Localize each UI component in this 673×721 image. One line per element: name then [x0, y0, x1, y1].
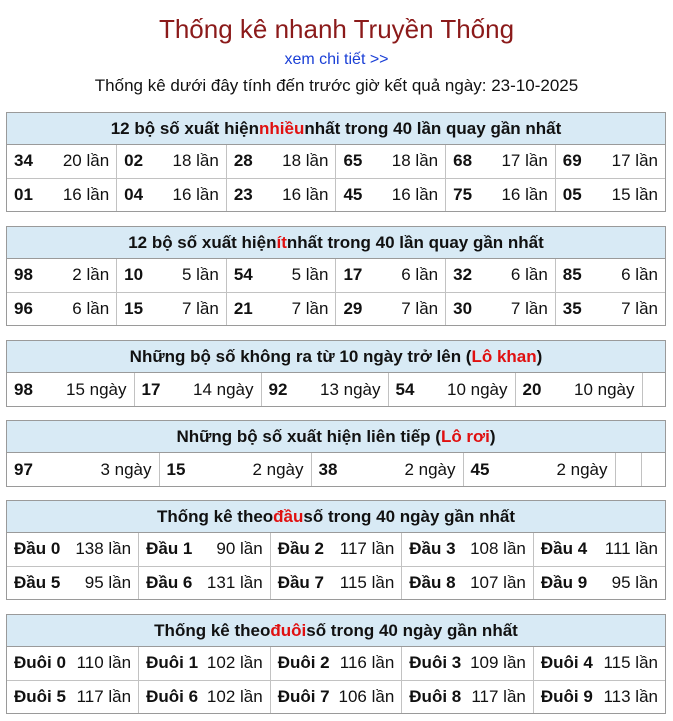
stat-cell — [7, 566, 139, 599]
stat-cell — [311, 453, 463, 486]
stat-count: 115 lần — [339, 572, 395, 592]
stat-key: 68 — [453, 151, 473, 171]
stat-cell — [336, 259, 446, 292]
stat-cell — [139, 647, 271, 680]
stat-cell — [533, 566, 665, 599]
dau-title: Thống kê theo đầu số trong 40 ngày gần nhất — [7, 501, 665, 533]
stat-key: 45 — [470, 459, 490, 479]
stat-count: 18 lần — [172, 151, 219, 171]
dau-section — [6, 500, 666, 600]
stat-cell — [533, 647, 665, 680]
stat-key: 28 — [233, 151, 253, 171]
stat-cell — [7, 680, 139, 713]
stat-key: 38 — [318, 459, 338, 479]
stat-count: 106 lần — [338, 686, 395, 706]
duoi-section — [6, 614, 666, 714]
stat-key: 23 — [233, 184, 253, 204]
stat-key: 75 — [453, 184, 473, 204]
stat-cell — [446, 145, 556, 178]
stat-cell — [117, 292, 227, 325]
stat-key: 20 — [522, 379, 542, 399]
stat-cell — [446, 259, 556, 292]
lo-roi-table — [7, 453, 667, 486]
stat-cell — [515, 373, 642, 406]
stat-key: 10 — [124, 265, 144, 285]
stat-key: Đuôi 4 — [540, 653, 593, 673]
stat-count: 5 lần — [181, 265, 219, 285]
stat-key: 35 — [562, 298, 582, 318]
least-frequent-title: 12 bộ số xuất hiện ít nhất trong 40 lần quay gần nhất — [7, 227, 665, 259]
stat-count: 7 lần — [181, 298, 219, 318]
table-row — [7, 373, 665, 406]
stat-count: 138 lần — [75, 539, 132, 559]
most-frequent-title: 12 bộ số xuất hiện nhiều nhất trong 40 lần quay gần nhất — [7, 113, 665, 145]
stat-key: 96 — [14, 298, 33, 318]
stat-key: Đầu 1 — [146, 539, 193, 559]
stat-key: 21 — [233, 298, 253, 318]
stat-key: Đầu 2 — [277, 539, 324, 559]
stat-cell — [7, 373, 134, 406]
stat-cell — [555, 259, 665, 292]
stat-key: Đuôi 0 — [14, 653, 66, 673]
stat-count: 95 lần — [84, 572, 132, 592]
stat-key: 97 — [14, 459, 33, 479]
detail-link[interactable]: xem chi tiết >> — [284, 51, 389, 68]
stat-count: 108 lần — [470, 539, 526, 559]
stat-cell — [261, 373, 388, 406]
stat-key: 65 — [343, 151, 363, 171]
stat-count: 14 ngày — [193, 379, 254, 399]
stat-key: 98 — [14, 265, 33, 285]
table-row — [7, 680, 665, 713]
stat-cell — [7, 178, 117, 211]
dau-table — [7, 533, 665, 599]
stat-key: Đầu 0 — [14, 539, 61, 559]
table-row — [7, 292, 665, 325]
stat-key: 02 — [124, 151, 144, 171]
stat-count: 131 lần — [206, 572, 263, 592]
stat-count: 110 lần — [76, 653, 132, 673]
stat-key: Đầu 8 — [409, 572, 456, 592]
stat-key: 05 — [562, 184, 582, 204]
stat-count: 15 ngày — [66, 379, 127, 399]
lo-khan-table — [7, 373, 665, 406]
most-frequent-section — [6, 112, 666, 212]
stat-count: 2 ngày — [556, 459, 608, 479]
stat-count: 16 lần — [62, 184, 110, 204]
stat-key: 15 — [124, 298, 144, 318]
stat-count: 102 lần — [206, 653, 263, 673]
stat-key: Đầu 7 — [277, 572, 324, 592]
stat-key: Đuôi 3 — [409, 653, 462, 673]
stat-key: 32 — [453, 265, 473, 285]
stat-cell — [7, 533, 139, 566]
stat-key: 34 — [14, 151, 33, 171]
stat-count: 113 lần — [603, 686, 658, 706]
stat-key: 45 — [343, 184, 363, 204]
lo-roi-section — [6, 420, 666, 487]
table-row — [7, 145, 665, 178]
empty-cell — [642, 373, 665, 406]
stat-key: Đầu 4 — [540, 539, 588, 559]
stat-cell — [336, 145, 446, 178]
stat-count: 7 lần — [621, 298, 658, 318]
stat-count: 18 lần — [282, 151, 329, 171]
stat-cell — [555, 145, 665, 178]
table-row — [7, 178, 665, 211]
stat-count: 117 lần — [76, 686, 132, 706]
page-title: Thống kê nhanh Truyền Thống — [158, 14, 515, 44]
stat-cell — [402, 533, 534, 566]
stat-cell — [336, 292, 446, 325]
stat-cell — [533, 680, 665, 713]
table-row — [7, 566, 665, 599]
stat-key: 04 — [124, 184, 144, 204]
duoi-title: Thống kê theo đuôi số trong 40 ngày gần nhất — [7, 615, 665, 647]
stat-key: 01 — [14, 184, 33, 204]
stat-count: 6 lần — [510, 265, 548, 285]
stat-cell — [139, 566, 271, 599]
stat-count: 2 lần — [72, 265, 110, 285]
stat-count: 90 lần — [216, 539, 263, 559]
stat-cell — [555, 292, 665, 325]
page-subtitle: Thống kê dưới đây tính đến trước giờ kết quả ngày: 23-10-2025 — [94, 76, 579, 95]
stat-count: 3 ngày — [100, 459, 152, 479]
stat-cell — [555, 178, 665, 211]
stat-cell — [270, 533, 402, 566]
stat-count: 2 ngày — [252, 459, 304, 479]
least-frequent-section — [6, 226, 666, 326]
stat-cell — [226, 145, 336, 178]
stat-cell — [134, 373, 261, 406]
stat-count: 16 lần — [172, 184, 219, 204]
stat-cell — [270, 680, 402, 713]
stat-key: Đầu 6 — [146, 572, 193, 592]
stat-key: Đuôi 5 — [14, 686, 66, 706]
stat-count: 117 lần — [471, 686, 526, 706]
stat-count: 20 lần — [62, 151, 110, 171]
stat-key: Đuôi 8 — [409, 686, 462, 706]
stat-count: 16 lần — [391, 184, 439, 204]
lo-khan-section — [6, 340, 666, 407]
stat-cell — [533, 533, 665, 566]
stat-count: 115 lần — [603, 653, 658, 673]
stat-cell — [402, 566, 534, 599]
stat-key: 69 — [562, 151, 582, 171]
stat-cell — [7, 145, 117, 178]
stat-key: 17 — [343, 265, 363, 285]
stat-key: 17 — [141, 379, 161, 399]
stat-key: 30 — [453, 298, 473, 318]
stat-cell — [402, 680, 534, 713]
stat-cell — [336, 178, 446, 211]
stat-key: Đuôi 1 — [146, 653, 199, 673]
stat-count: 111 lần — [604, 539, 658, 559]
stat-cell — [117, 145, 227, 178]
empty-cell — [641, 453, 667, 486]
table-row — [7, 533, 665, 566]
stat-count: 17 lần — [611, 151, 658, 171]
stat-count: 2 ngày — [404, 459, 456, 479]
stat-cell — [117, 178, 227, 211]
stat-count: 15 lần — [611, 184, 658, 204]
table-row — [7, 453, 667, 486]
stat-key: Đuôi 6 — [146, 686, 199, 706]
stat-key: 54 — [233, 265, 253, 285]
stat-cell — [446, 292, 556, 325]
stat-key: Đầu 5 — [14, 572, 61, 592]
duoi-table — [7, 647, 665, 713]
stat-count: 95 lần — [611, 572, 658, 592]
table-row — [7, 647, 665, 680]
stat-cell — [7, 259, 117, 292]
stat-key: 98 — [14, 379, 33, 399]
stat-cell — [446, 178, 556, 211]
lo-roi-title: Những bộ số xuất hiện liên tiếp ( Lô rơi ) — [7, 421, 665, 453]
stat-cell — [388, 373, 515, 406]
stat-count: 10 ngày — [447, 379, 508, 399]
table-row — [7, 259, 665, 292]
stat-key: Đầu 9 — [540, 572, 588, 592]
stat-count: 7 lần — [510, 298, 548, 318]
stat-cell — [270, 647, 402, 680]
least-frequent-table — [7, 259, 665, 325]
stat-cell — [7, 453, 159, 486]
stat-count: 16 lần — [282, 184, 329, 204]
stat-key: 92 — [268, 379, 288, 399]
stat-count: 107 lần — [470, 572, 526, 592]
stat-count: 6 lần — [621, 265, 658, 285]
stat-count: 5 lần — [291, 265, 329, 285]
stat-key: Đuôi 9 — [540, 686, 593, 706]
stat-cell — [7, 647, 139, 680]
most-frequent-table — [7, 145, 665, 211]
stat-key: 15 — [166, 459, 186, 479]
stat-cell — [139, 533, 271, 566]
stat-count: 13 ngày — [320, 379, 381, 399]
stat-count: 6 lần — [72, 298, 110, 318]
stat-cell — [226, 259, 336, 292]
stat-count: 117 lần — [339, 539, 395, 559]
stat-cell — [139, 680, 271, 713]
stat-key: Đuôi 2 — [277, 653, 330, 673]
stat-count: 7 lần — [401, 298, 439, 318]
empty-cell — [615, 453, 641, 486]
stat-key: Đuôi 7 — [277, 686, 330, 706]
stat-key: 54 — [395, 379, 415, 399]
stat-key: 29 — [343, 298, 363, 318]
stat-key: Đầu 3 — [409, 539, 456, 559]
stat-cell — [117, 259, 227, 292]
stat-count: 17 lần — [501, 151, 548, 171]
stat-count: 116 lần — [339, 653, 395, 673]
stat-key: 85 — [562, 265, 582, 285]
stat-cell — [7, 292, 117, 325]
stat-count: 7 lần — [291, 298, 329, 318]
stat-count: 10 ngày — [574, 379, 635, 399]
stat-count: 18 lần — [391, 151, 439, 171]
stat-cell — [270, 566, 402, 599]
stat-cell — [463, 453, 615, 486]
stat-cell — [226, 292, 336, 325]
stat-cell — [402, 647, 534, 680]
stat-cell — [226, 178, 336, 211]
stat-count: 109 lần — [470, 653, 526, 673]
stat-count: 16 lần — [501, 184, 548, 204]
stat-cell — [159, 453, 311, 486]
stat-count: 6 lần — [401, 265, 439, 285]
lo-khan-title: Những bộ số không ra từ 10 ngày trở lên ( Lô khan ) — [7, 341, 665, 373]
stat-count: 102 lần — [206, 686, 263, 706]
